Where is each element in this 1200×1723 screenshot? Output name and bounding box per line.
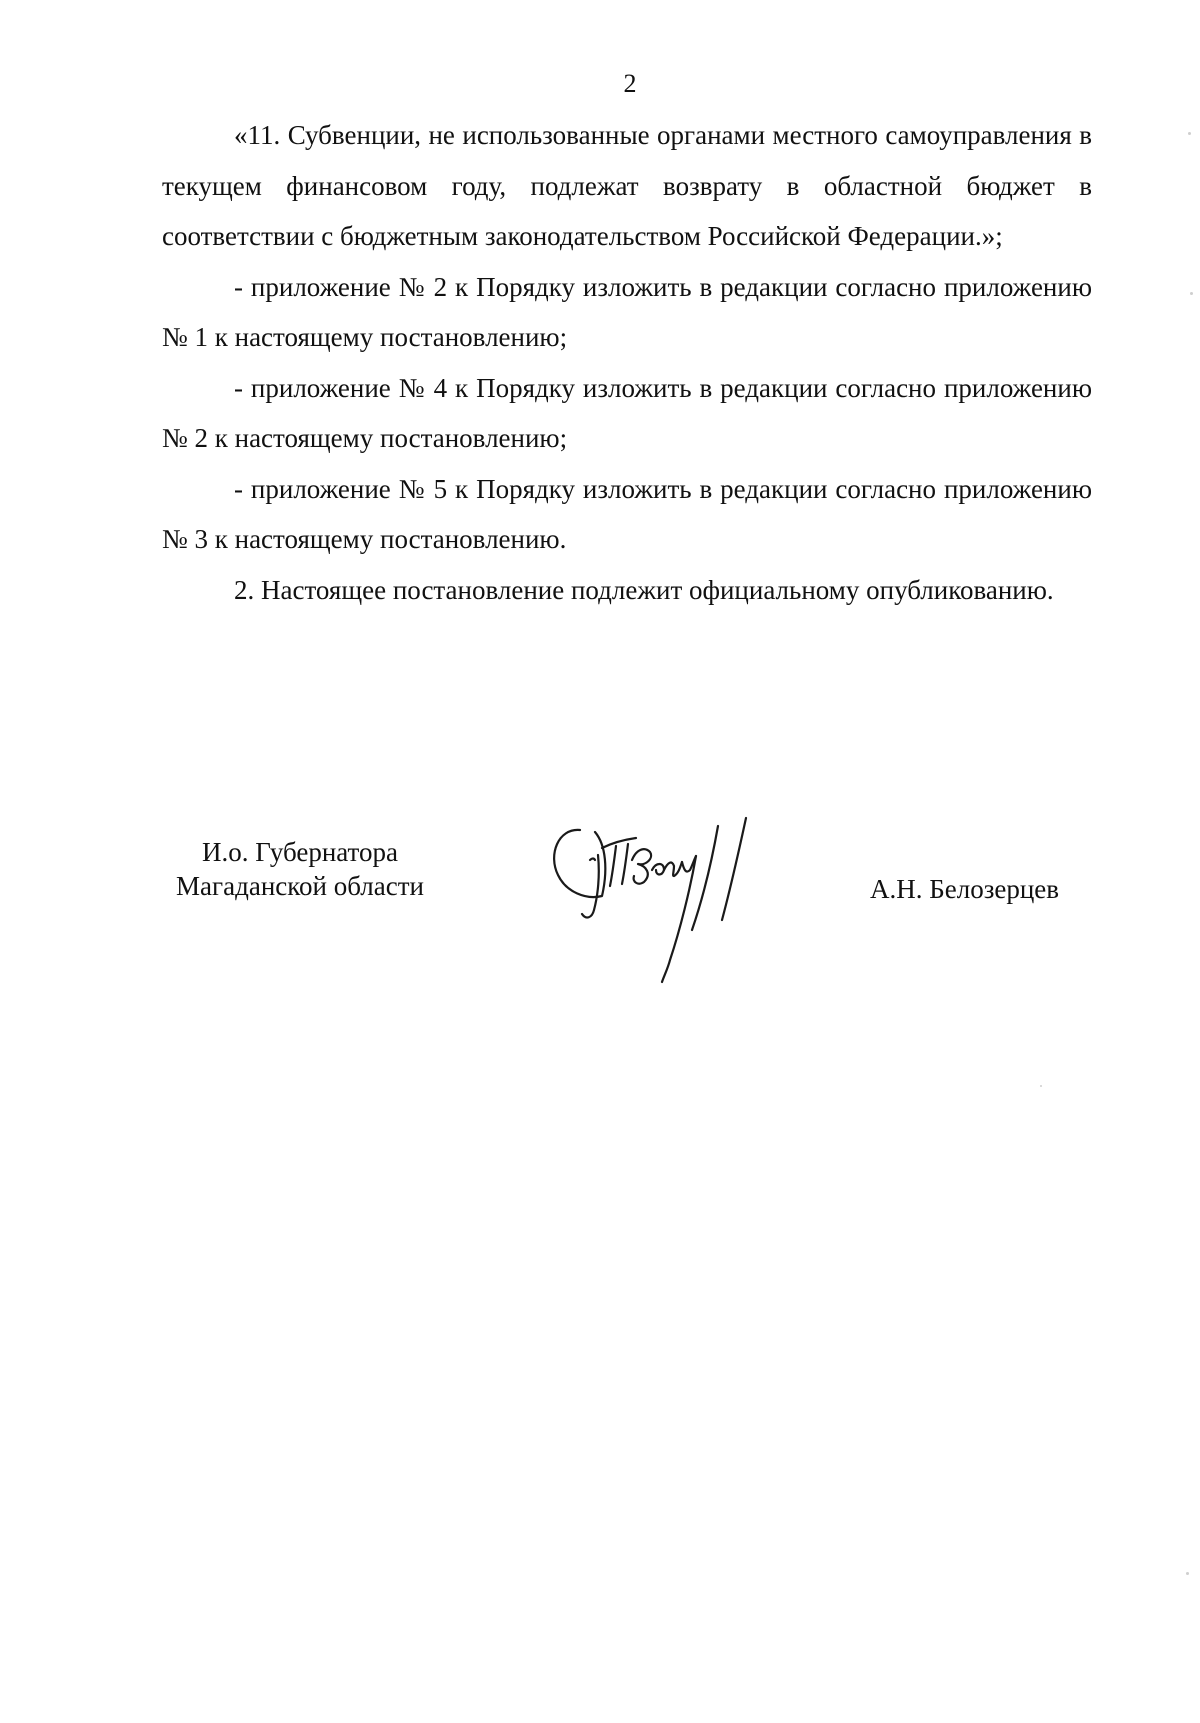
- paragraph-appendix-5: - приложение № 5 к Порядку изложить в редакции согласно приложению № 3 к настоящему постановлению.: [162, 473, 1092, 554]
- signatory-position-line1: И.о. Губернатора: [201, 837, 398, 867]
- paragraph-appendix-2: - приложение № 2 к Порядку изложить в редакции согласно приложению № 1 к настоящему постановлению;: [162, 271, 1092, 352]
- paragraph-publication: 2. Настоящее постановление подлежит официальному опубликованию.: [234, 574, 1054, 605]
- scan-speck: [1040, 1085, 1042, 1087]
- paragraph-subventions-return: «11. Субвенции, не использованные органами местного самоуправления в текущем финансовом году, подлежат возврату в областной бюджет в соответствии с бюджетным законодательством Российской Федерации.»;: [162, 120, 1092, 251]
- handwritten-signature: [540, 800, 840, 1000]
- paragraph-appendix-4: - приложение № 4 к Порядку изложить в редакции согласно приложению № 2 к настоящему постановлению;: [162, 372, 1092, 453]
- signatory-name: А.Н. Белозерцев: [870, 874, 1060, 904]
- document-body: [162, 110, 1092, 615]
- signatory-position: [150, 835, 450, 903]
- scan-speck: [1186, 1572, 1189, 1575]
- scan-speck: [1188, 132, 1191, 135]
- signatory-position-line2: Магаданской области: [176, 871, 424, 901]
- scan-speck: [1190, 292, 1193, 295]
- page-number: 2: [623, 69, 637, 98]
